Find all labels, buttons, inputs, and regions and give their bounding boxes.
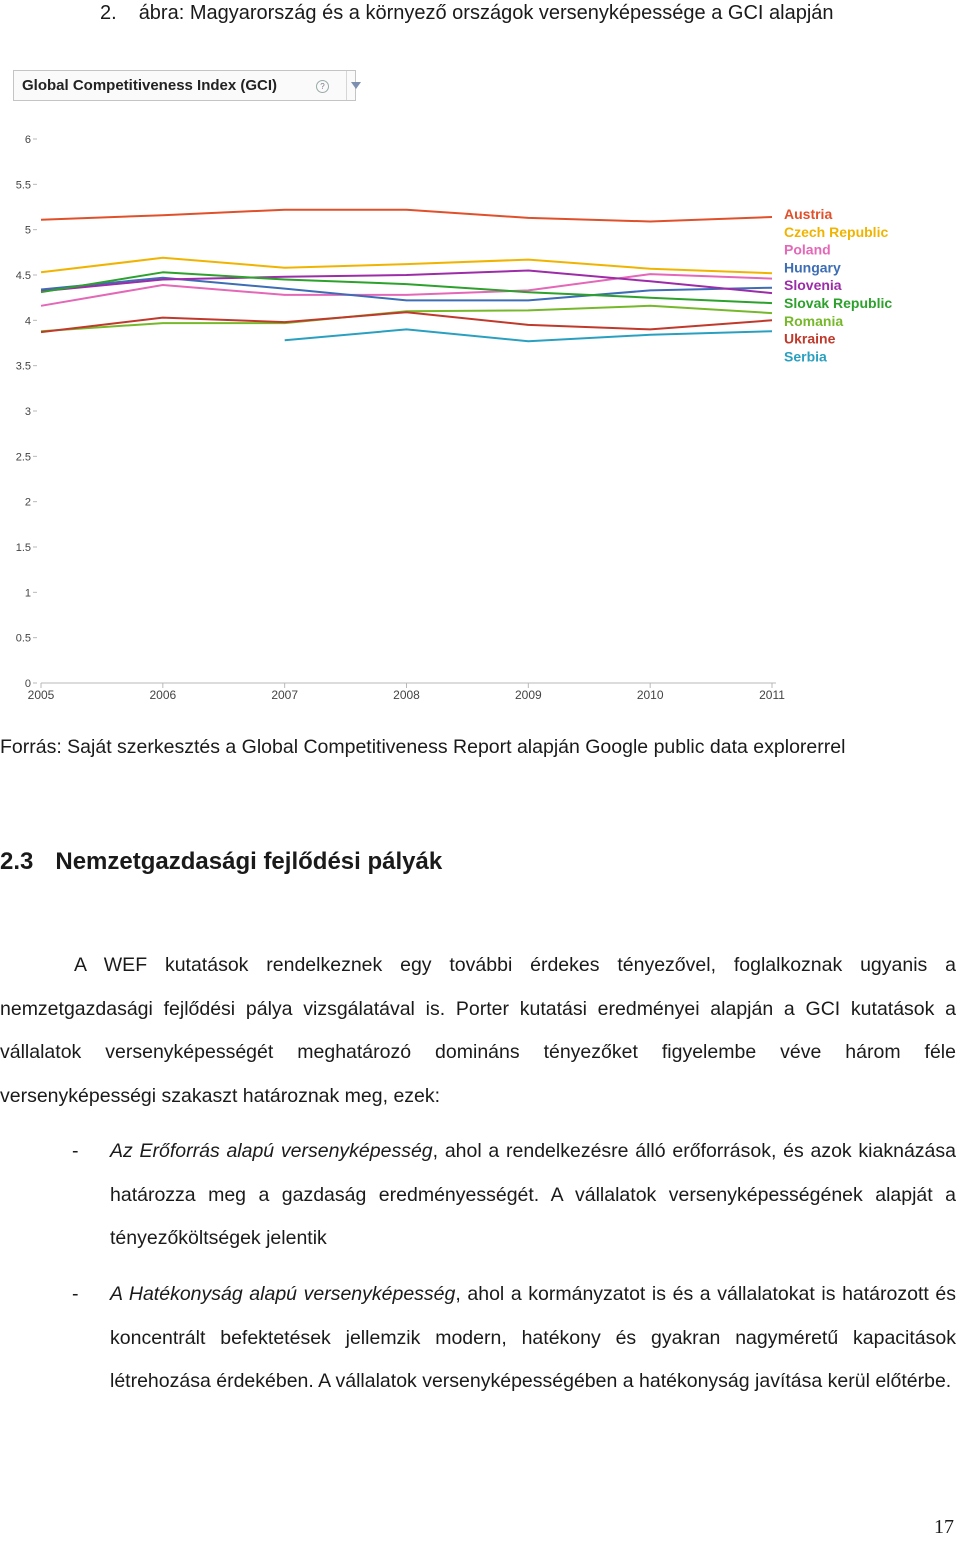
legend-item: Slovak Republic: [784, 295, 893, 311]
dropdown-divider: [346, 71, 347, 100]
legend-item: Serbia: [784, 348, 827, 365]
series-line-serbia: [285, 329, 772, 341]
y-tick-label: 0.5: [15, 632, 31, 645]
list-item: [0, 1273, 956, 1404]
x-tick-label: 2008: [393, 688, 420, 702]
list-item: [0, 1130, 956, 1261]
body-paragraph-text: A WEF kutatások rendelkeznek egy további érdekes tényezővel, foglalkoznak ugyanis a nemzetgazdasági fejlődési pálya vizsgálatával is. Porter kutatási eredményei alapján a GCI kutatások a vállalatok versenyképességét meghatározó domináns tényezőket figyelembe véve három féle versenyképességi szakaszt határoznak meg, ezek:: [0, 954, 956, 1107]
y-tick-label: 2.5: [15, 451, 31, 464]
legend-item: Austria: [784, 206, 833, 222]
x-tick-label: 2005: [27, 688, 55, 702]
y-tick-label: 6: [24, 134, 31, 146]
section-number: 2.3: [0, 848, 34, 875]
legend-item: Romania: [784, 312, 844, 329]
section-title: Nemzetgazdasági fejlődési pályák: [55, 848, 443, 875]
source-note: Forrás: Saját szerkesztés a Global Competitiveness Report alapján Google public data explorerrel: [0, 736, 846, 758]
x-tick-label: 2010: [636, 688, 664, 702]
series-line-austria: [41, 210, 772, 222]
x-tick-label: 2009: [514, 688, 542, 702]
indicator-dropdown[interactable]: [13, 70, 356, 101]
list-dash: -: [72, 1140, 79, 1162]
legend-item: Ukraine: [784, 330, 836, 347]
legend-item: Slovenia: [784, 277, 842, 294]
page-number: 17: [934, 1516, 954, 1538]
list-item-term: A Hatékonyság alapú versenyképesség: [110, 1283, 456, 1305]
series-line-czech-republic: [41, 258, 772, 273]
body-paragraph: [0, 944, 956, 1118]
legend-item: Hungary: [784, 259, 841, 276]
y-tick-label: 1: [24, 587, 31, 600]
y-tick-label: 3.5: [15, 360, 31, 373]
list-item-term: Az Erőforrás alapú versenyképesség: [110, 1140, 433, 1162]
chevron-down-icon[interactable]: [351, 82, 361, 89]
indicator-dropdown-label: Global Competitiveness Index (GCI): [22, 77, 278, 94]
y-tick-label: 2: [24, 496, 31, 509]
section-heading: [0, 848, 442, 876]
x-tick-label: 2006: [149, 688, 177, 702]
gci-line-chart: [0, 110, 960, 710]
y-tick-label: 4: [24, 315, 31, 328]
legend-item: Poland: [784, 241, 831, 258]
list-item-text: , ahol a rendelkezésre álló erőforrások, és azok kiaknázása határozza meg a gazdaság eredményességét. A vállalatok versenyképességének alapját a tényezőköltségek jelentik: [110, 1140, 956, 1249]
x-tick-label: 2011: [759, 688, 785, 702]
y-tick-label: 3: [24, 406, 31, 418]
legend-item: Czech Republic: [784, 223, 889, 240]
list-item-text: , ahol a kormányzatot is és a vállalatokat is határozott és koncentrált befektetések jellemzik modern, hatékony és gyakran nagyméretű kapacitások létrehozása érdekében. A vállalatok versenyképességében a hatékonyság javítása kerül előtérbe.: [110, 1283, 956, 1392]
list-dash: -: [72, 1283, 79, 1305]
y-tick-label: 5.5: [15, 179, 31, 192]
figure-number: 2.: [100, 2, 117, 24]
help-icon[interactable]: ?: [316, 80, 329, 93]
figure-caption-text: ábra: Magyarország és a környező országok versenyképessége a GCI alapján: [138, 2, 834, 24]
x-tick-label: 2007: [271, 688, 299, 702]
figure-caption: [100, 0, 834, 26]
y-tick-label: 1.5: [15, 542, 31, 554]
y-tick-label: 5: [24, 224, 31, 237]
y-tick-label: 4.5: [15, 270, 31, 282]
y-tick-label: 0: [24, 678, 31, 690]
